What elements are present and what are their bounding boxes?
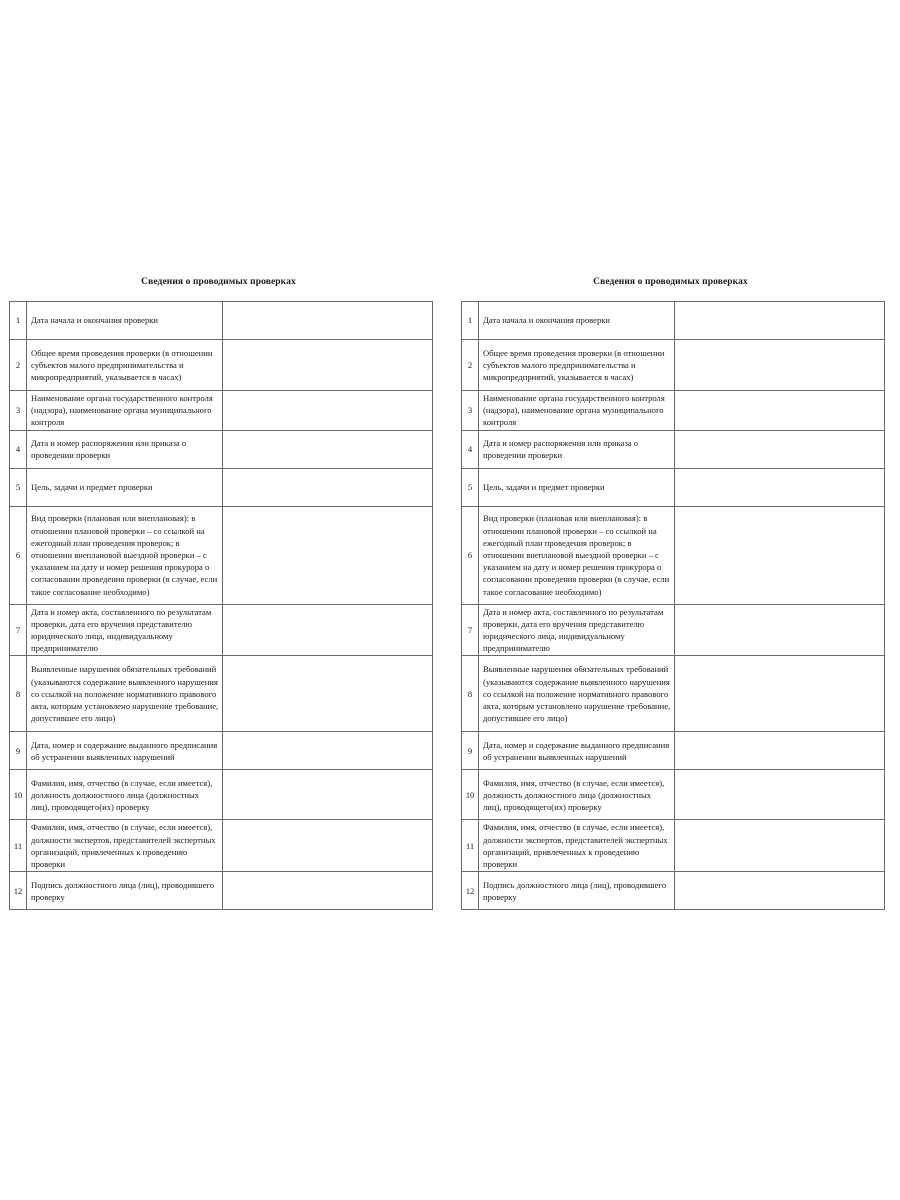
page-title: Сведения о проводимых проверках <box>593 277 748 287</box>
row-number: 3 <box>10 391 27 431</box>
row-description: Фамилия, имя, отчество (в случае, если имеется), должность должностного лица (должностных лиц), проводящего(их) проверку <box>27 770 223 820</box>
table-row <box>10 732 433 770</box>
row-description: Фамилия, имя, отчество (в случае, если имеется), должность должностного лица (должностных лиц), проводящего(их) проверку <box>479 770 675 820</box>
row-number: 1 <box>10 302 27 340</box>
page-title: Сведения о проводимых проверках <box>141 277 296 287</box>
row-number: 4 <box>10 430 27 468</box>
table-row <box>462 340 885 391</box>
row-value-cell <box>675 506 885 604</box>
table-row <box>10 656 433 732</box>
row-value-cell <box>675 604 885 656</box>
table-row <box>10 430 433 468</box>
row-value-cell <box>223 656 433 732</box>
row-number: 10 <box>462 770 479 820</box>
table-row <box>462 770 885 820</box>
row-description: Дата, номер и содержание выданного предписания об устранении выявленных нарушений <box>27 732 223 770</box>
row-description: Наименование органа государственного контроля (надзора), наименование органа муниципального контроля <box>479 391 675 431</box>
row-number: 4 <box>462 430 479 468</box>
row-number: 6 <box>462 506 479 604</box>
row-number: 9 <box>10 732 27 770</box>
row-number: 11 <box>462 820 479 872</box>
table-row <box>462 302 885 340</box>
row-number: 6 <box>10 506 27 604</box>
row-value-cell <box>675 732 885 770</box>
row-value-cell <box>223 770 433 820</box>
row-description: Дата и номер распоряжения или приказа о проведении проверки <box>479 430 675 468</box>
row-description: Вид проверки (плановая или внеплановая): в отношении плановой проверки – со ссылкой на ежегодный план проведения проверок; в отношении внеплановой выездной проверки – с указанием на дату и номер решения прокурора о согласовании проведения проверки (в случае, если такое согласование необходимо) <box>27 506 223 604</box>
row-value-cell <box>675 468 885 506</box>
table-row <box>462 430 885 468</box>
row-description: Наименование органа государственного контроля (надзора), наименование органа муниципального контроля <box>27 391 223 431</box>
row-description: Дата и номер акта, составленного по результатам проверки, дата его вручения представителю юридического лица, индивидуальному предпринимателю <box>479 604 675 656</box>
row-value-cell <box>675 820 885 872</box>
row-value-cell <box>675 656 885 732</box>
row-value-cell <box>223 468 433 506</box>
table-row <box>462 732 885 770</box>
table-row <box>10 302 433 340</box>
row-description: Выявленные нарушения обязательных требований (указываются содержание выявленного нарушения со ссылкой на положение нормативного правового акта, которым установлено нарушение требование, допустившее его лицо) <box>479 656 675 732</box>
table-row <box>10 391 433 431</box>
table-row <box>462 604 885 656</box>
row-number: 2 <box>462 340 479 391</box>
table-row <box>10 770 433 820</box>
row-description: Дата начала и окончания проверки <box>479 302 675 340</box>
row-value-cell <box>675 430 885 468</box>
inspection-table <box>9 301 433 910</box>
row-value-cell <box>223 506 433 604</box>
row-description: Подпись должностного лица (лиц), проводившего проверку <box>479 872 675 910</box>
row-number: 8 <box>462 656 479 732</box>
table-row <box>462 506 885 604</box>
row-description: Цель, задачи и предмет проверки <box>27 468 223 506</box>
table-row <box>462 872 885 910</box>
row-value-cell <box>675 391 885 431</box>
row-number: 5 <box>10 468 27 506</box>
table-row <box>10 468 433 506</box>
row-value-cell <box>223 604 433 656</box>
row-description: Дата и номер акта, составленного по результатам проверки, дата его вручения представителю юридического лица, индивидуальному предпринимателю <box>27 604 223 656</box>
row-value-cell <box>223 391 433 431</box>
row-number: 12 <box>10 872 27 910</box>
row-number: 9 <box>462 732 479 770</box>
row-number: 7 <box>462 604 479 656</box>
row-description: Цель, задачи и предмет проверки <box>479 468 675 506</box>
table-row <box>10 872 433 910</box>
row-number: 10 <box>10 770 27 820</box>
row-number: 7 <box>10 604 27 656</box>
row-number: 1 <box>462 302 479 340</box>
row-description: Общее время проведения проверки (в отношении субъектов малого предпринимательства и микропредприятий, указывается в часах) <box>27 340 223 391</box>
row-number: 5 <box>462 468 479 506</box>
row-description: Дата, номер и содержание выданного предписания об устранении выявленных нарушений <box>479 732 675 770</box>
row-value-cell <box>223 340 433 391</box>
table-row <box>462 468 885 506</box>
table-row <box>10 820 433 872</box>
table-row <box>462 391 885 431</box>
row-description: Фамилия, имя, отчество (в случае, если имеется), должности экспертов, представителей экспертных организаций, привлеченных к проведению проверки <box>27 820 223 872</box>
row-number: 11 <box>10 820 27 872</box>
row-value-cell <box>223 820 433 872</box>
table-row <box>10 340 433 391</box>
table-row <box>462 656 885 732</box>
row-description: Вид проверки (плановая или внеплановая): в отношении плановой проверки – со ссылкой на ежегодный план проведения проверок; в отношении внеплановой выездной проверки – с указанием на дату и номер решения прокурора о согласовании проведения проверки (в случае, если такое согласование необходимо) <box>479 506 675 604</box>
row-value-cell <box>223 302 433 340</box>
row-value-cell <box>675 340 885 391</box>
row-description: Дата и номер распоряжения или приказа о проведении проверки <box>27 430 223 468</box>
row-number: 12 <box>462 872 479 910</box>
row-description: Фамилия, имя, отчество (в случае, если имеется), должности экспертов, представителей экспертных организаций, привлеченных к проведению проверки <box>479 820 675 872</box>
row-value-cell <box>675 302 885 340</box>
row-value-cell <box>675 770 885 820</box>
table-row <box>10 506 433 604</box>
inspection-table <box>461 301 885 910</box>
row-description: Дата начала и окончания проверки <box>27 302 223 340</box>
row-description: Выявленные нарушения обязательных требований (указываются содержание выявленного нарушения со ссылкой на положение нормативного правового акта, которым установлено нарушение требование, допустившее его лицо) <box>27 656 223 732</box>
row-value-cell <box>223 872 433 910</box>
row-number: 8 <box>10 656 27 732</box>
row-number: 3 <box>462 391 479 431</box>
row-number: 2 <box>10 340 27 391</box>
row-value-cell <box>223 430 433 468</box>
row-description: Подпись должностного лица (лиц), проводившего проверку <box>27 872 223 910</box>
table-row <box>10 604 433 656</box>
row-value-cell <box>675 872 885 910</box>
row-description: Общее время проведения проверки (в отношении субъектов малого предпринимательства и микропредприятий, указывается в часах) <box>479 340 675 391</box>
table-row <box>462 820 885 872</box>
row-value-cell <box>223 732 433 770</box>
